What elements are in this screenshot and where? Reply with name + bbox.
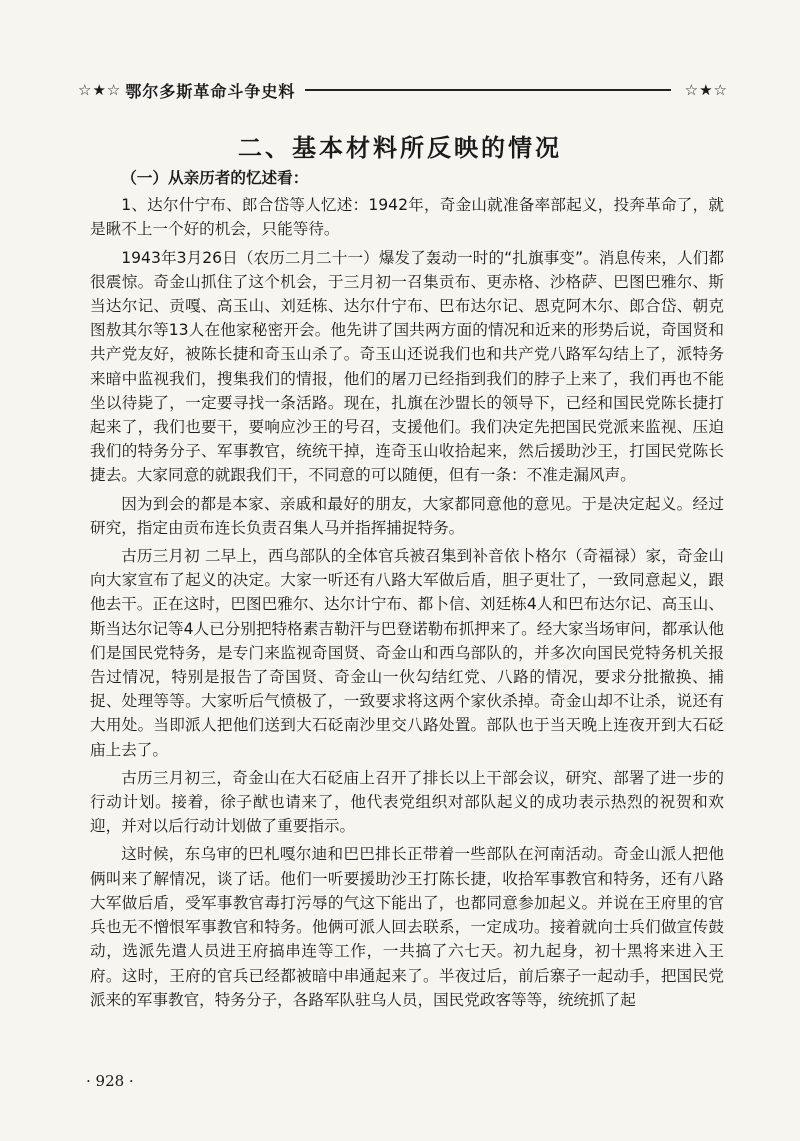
paragraph-6: 这时候，东乌审的巴札嘎尔迪和巴巴排长正带着一些部队在河南活动。奇金山派人把他俩叫来了解情况，谈了话。他们一听要援助沙王打陈长捷，收拾军事教官和特务，还有八路大军做后盾，受军事教官毒打污辱的气这下能出了，也都同意参加起义。并说在王府里的官兵也无不憎恨军事教官和特务。他俩可派人回去联系，一定成功。接着就向士兵们做宣传鼓动，选派先遣人员进王府搞串连等工作，一共搞了六七天。初九起身，初十黑将来进入王府。这时，王府的官兵已经都被暗中串通起来了。半夜过后，前后寨子一起动手，把国民党派来的军事教官，特务分子，各路军队驻乌人员，国民党政客等等，统统抓了起 xyxy=(90,845,724,1009)
running-header xyxy=(78,78,728,102)
header-rule xyxy=(305,89,670,91)
paragraph-4: 古历三月初 二早上，西乌部队的全体官兵被召集到补音依卜格尔（奇福禄）家，奇金山向大家宣布了起义的决定。大家一听还有八路大军做后盾，胆子更壮了，一致同意起义，跟他去干。正在这时，巴图巴雅尔、达尔计宁布、都卜信、刘廷栋4人和巴布达尔记、高玉山、斯当达尔记等4人已分别把特格素吉勒汗与巴登诺勒布抓押来了。经大家当场审问，都承认他们是国民党特务，是专门来监视奇国贤、奇金山和西乌部队的，并多次向国民党特务机关报告过情况，特别是报告了奇国贤、奇金山一伙勾结红党、八路的情况，要求分批撤换、捕捉、处理等等。大家听后气愤极了，一致要求将这两个家伙杀掉。奇金山却不让杀，说还有大用处。当即派人把他们送到大石砭南沙里交八路处置。部队也于当天晚上连夜开到大石砭庙上去了。 xyxy=(90,547,724,759)
running-title: 鄂尔多斯革命斗争史料 xyxy=(125,81,296,101)
body-text xyxy=(90,166,724,1016)
section-title: 二、基本材料所反映的情况 xyxy=(238,134,562,162)
paragraph-1: 1、达尔什宁布、郎合岱等人忆述：1942年，奇金山就准备率部起义，投奔革命了，就是瞅不上一个好的机会，只能等待。 xyxy=(90,196,724,239)
page-number: · 928 · xyxy=(86,1072,134,1090)
paragraph-5: 古历三月初三，奇金山在大石砭庙上召开了排长以上干部会议，研究、部署了进一步的行动计划。接着，徐子猷也请来了，他代表党组织对部队起义的成功表示热烈的祝贺和欢迎，并对以后行动计划做了重要指示。 xyxy=(90,768,724,836)
paragraph-2: 1943年3月26日（农历二月二十一）爆发了轰动一时的“扎旗事变”。消息传来，人们都很震惊。奇金山抓住了这个机会，于三月初一召集贡布、更赤格、沙格萨、巴图巴雅尔、斯当达尔记、贡嘎、高玉山、刘廷栋、达尔什宁布、巴布达尔记、恩克阿木尔、郎合岱、朝克图敖其尔等13人在他家秘密开会。他先讲了国共两方面的情况和近来的形势后说，奇国贤和共产党友好，被陈长捷和奇玉山杀了。奇玉山还说我们也和共产党八路军勾结上了，派特务来暗中监视我们，搜集我们的情报，他们的屠刀已经指到我们的脖子上来了，我们再也不能坐以待毙了，一定要寻找一条活路。现在，扎旗在沙盟长的领导下，已经和国民党陈长捷打起来了，我们也要干，要响应沙王的号召，支援他们。我们决定先把国民党派来监视、压迫我们的特务分子、军事教官，统统干掉，连奇玉山收拾起来，然后援助沙王，打国民党陈长捷去。大家同意的就跟我们干，不同意的可以随便，但有一条：不准走漏风声。 xyxy=(90,248,724,485)
paragraph-3: 因为到会的都是本家、亲戚和最好的朋友，大家都同意他的意见。于是决定起义。经过研究，指定由贡布连长负责召集人马并指挥捕捉特务。 xyxy=(90,494,724,537)
header-stars-right: ☆★☆ xyxy=(684,81,728,99)
subheading: （一）从亲历者的忆述看： xyxy=(121,169,309,187)
header-stars-left: ☆★☆ xyxy=(78,81,122,99)
